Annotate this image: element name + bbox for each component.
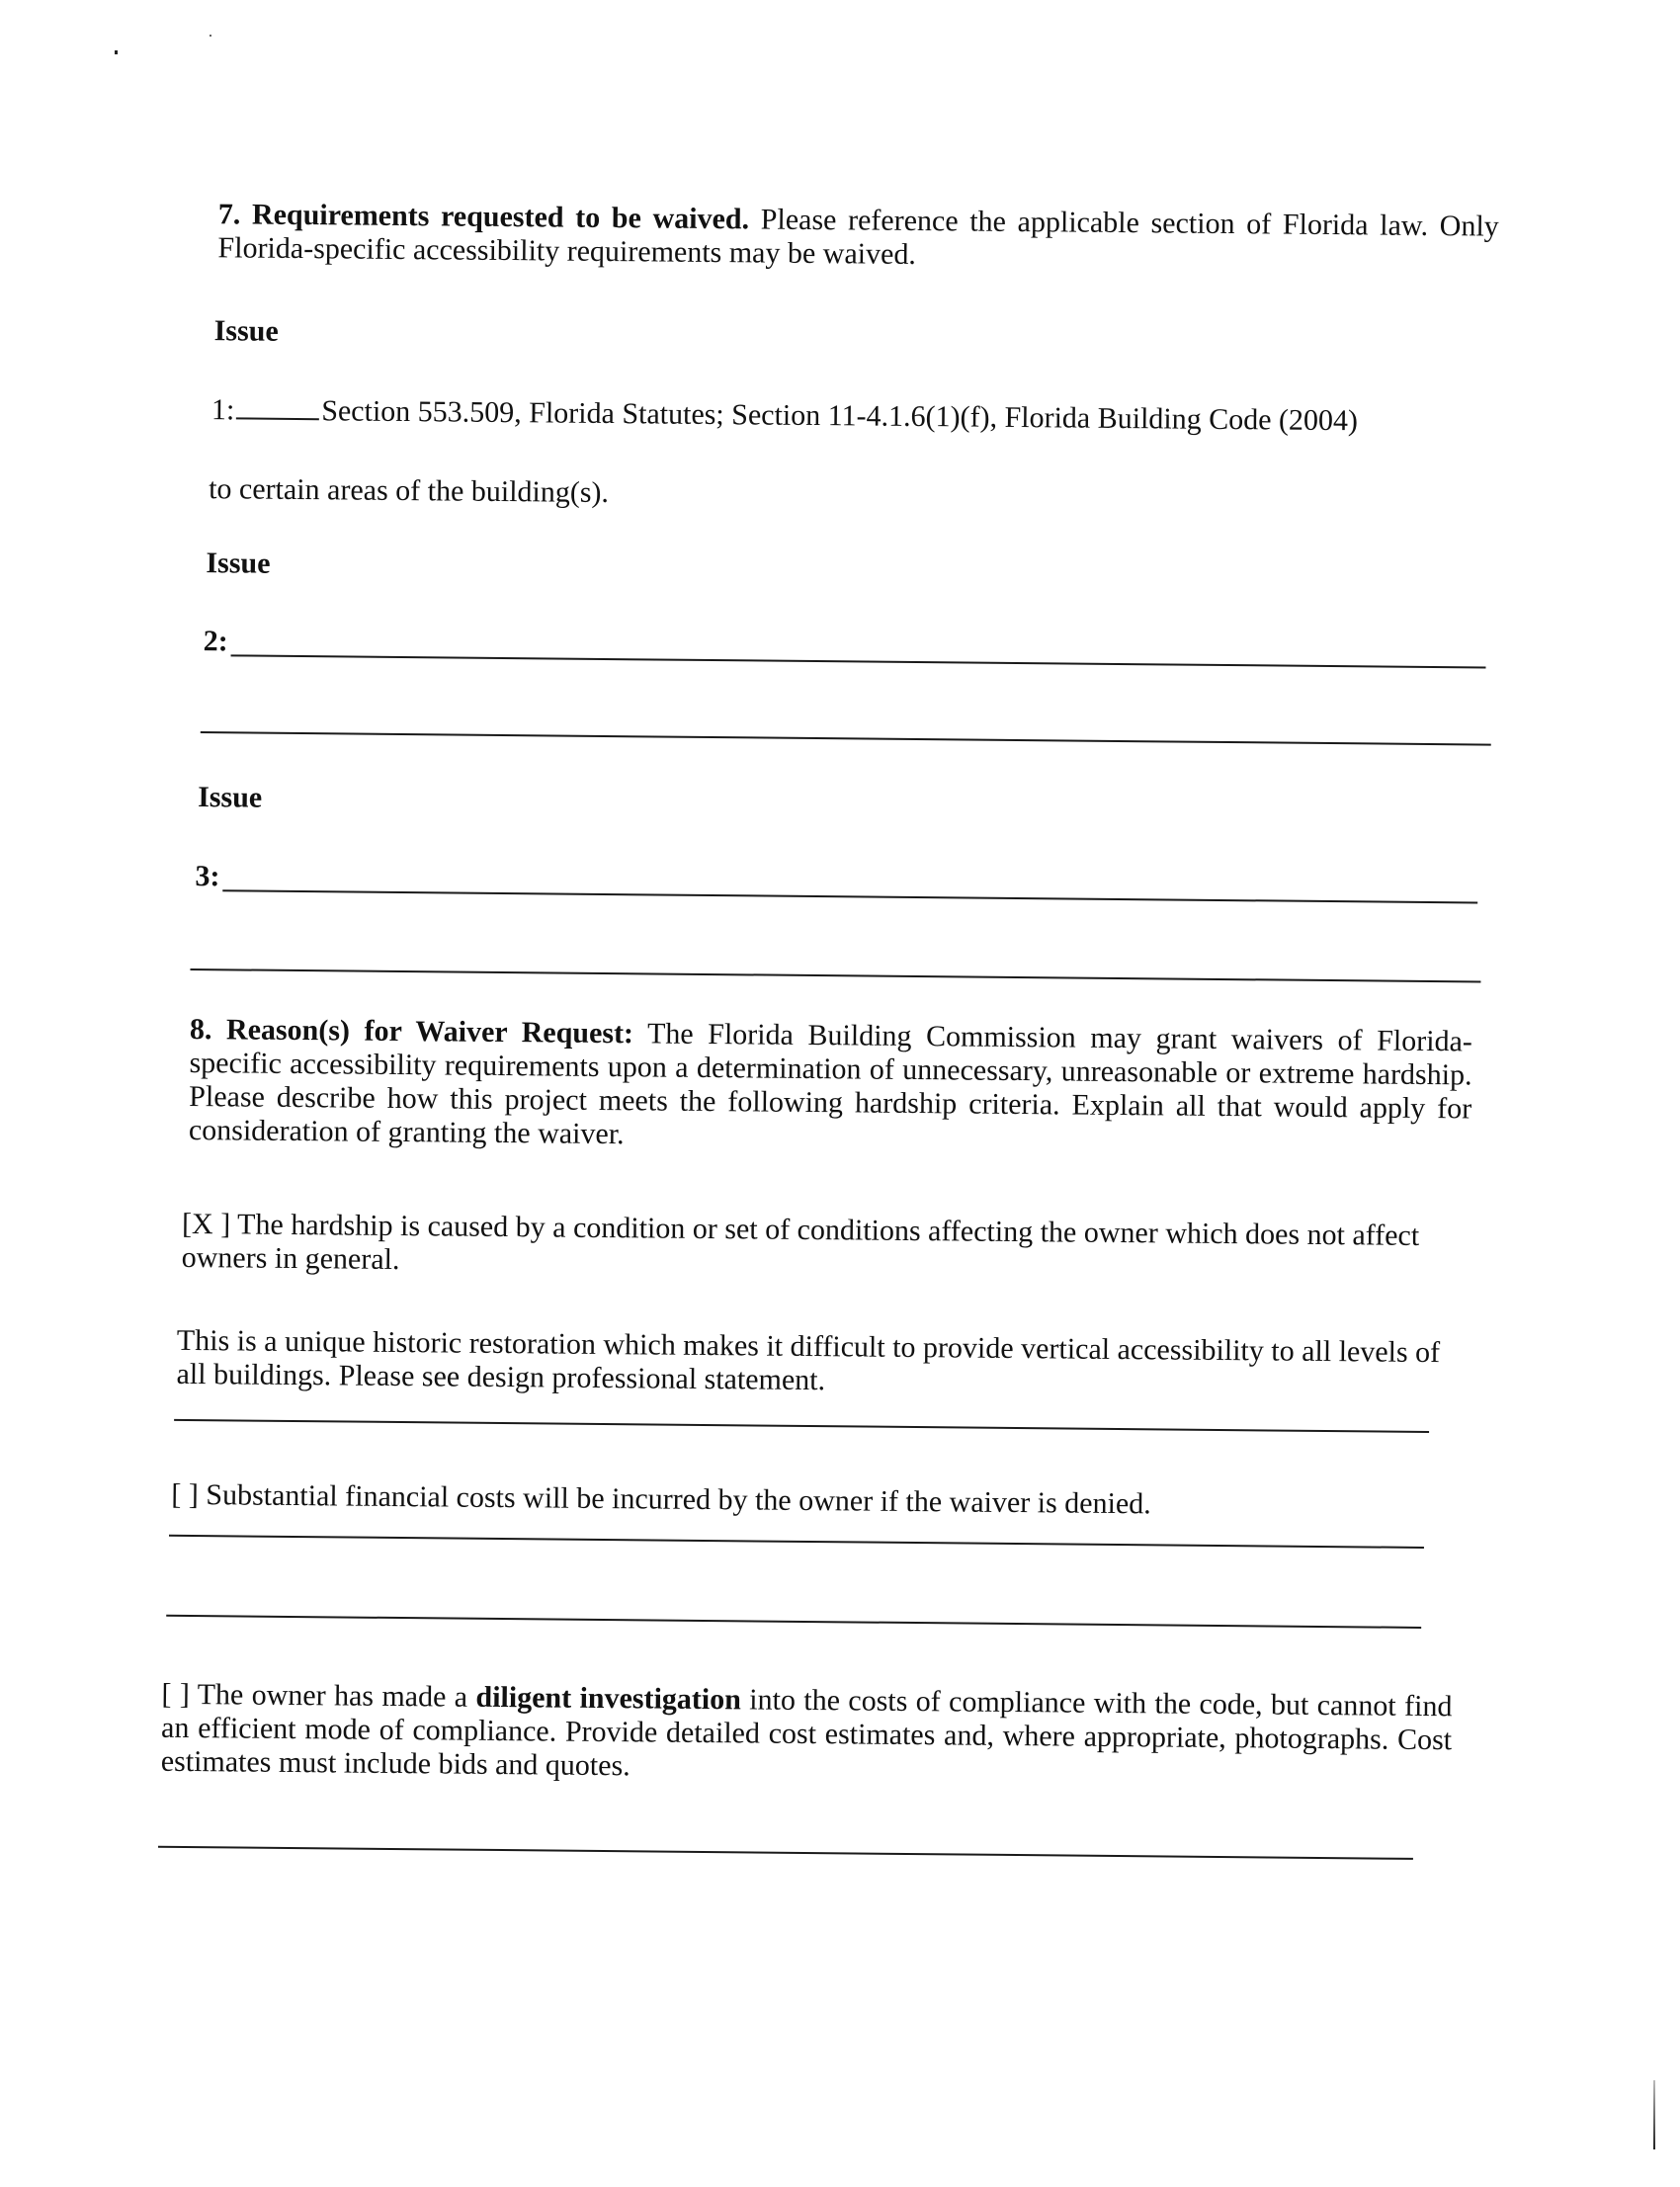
issue-2-label: Issue [206,547,271,580]
issue-1-label: Issue [213,314,279,348]
criterion-1-text: The hardship is caused by a condition or set of conditions affecting the owner which does not affect owners in general. [181,1208,1420,1277]
issue-1-continuation: to certain areas of the building(s). [209,472,610,510]
criterion-2-line-2[interactable] [166,1615,1421,1629]
issue-3-line-2[interactable] [190,968,1480,983]
criterion-3-checkbox[interactable]: [ ] [161,1677,190,1711]
criterion-1-line[interactable] [174,1419,1429,1433]
criterion-3-text-before: The owner has made a [189,1677,476,1714]
issue-3-line-1[interactable] [222,889,1477,903]
scan-speck [210,35,211,37]
criterion-2-text: Substantial financial costs will be incurred by the owner if the waiver is denied. [198,1478,1151,1521]
criterion-3-text-after: into the costs of compliance with the code, but cannot find an efficient mode of compliance. Provide detailed cost estimates and, where appropriate, photographs. Cost estimates must include bids and quotes. [160,1683,1453,1783]
criterion-2-checkbox[interactable]: [ ] [171,1477,200,1512]
issue-1-value: Section 553.509, Florida Statutes; Section 11-4.1.6(1)(f), Florida Building Code (2004) [321,394,1359,438]
scan-speck [115,50,118,54]
section-7-intro: Please reference the applicable section of Florida law. Only Florida-specific accessibility requirements may be waived. [217,203,1499,271]
issue-3-label: Issue [198,781,263,814]
issue-2-line-2[interactable] [201,731,1491,746]
criterion-2 [171,1478,1456,1524]
issue-1-number: 1: [210,393,235,427]
section-8-heading: 8. Reason(s) for Waiver Request: [189,1012,634,1051]
issue-2-line-1[interactable] [231,654,1486,668]
issue-1-field[interactable] [211,393,1516,440]
issue-1-blank-line [236,395,319,420]
criterion-2-line-1[interactable] [169,1535,1424,1549]
section-7-paragraph [217,198,1499,277]
criterion-3-line[interactable] [158,1846,1413,1860]
criterion-3 [161,1678,1453,1792]
issue-2-number: 2: [203,625,228,658]
scan-edge-mark [1653,2080,1655,2149]
section-8-intro: The Florida Building Commission may grant waivers of Florida-specific accessibility requirements upon a determination of unnecessary, unreasonable or extreme hardship. Please describe how this project meets the following hardship criteria. Explain all that would apply for consideration of granting the waiver. [188,1017,1473,1151]
criterion-1 [182,1208,1468,1287]
criterion-3-text-bold: diligent investigation [475,1680,742,1717]
criterion-1-checkbox[interactable]: [X ] [181,1207,231,1241]
section-8-paragraph [189,1013,1472,1159]
section-7-heading: 7. Requirements requested to be waived. [217,198,750,236]
issue-3-number: 3: [195,860,220,893]
criterion-1-response[interactable]: This is a unique historic restoration which makes it difficult to provide vertical accessibility to all levels of all buildings. Please see design professional statement. [176,1323,1441,1397]
